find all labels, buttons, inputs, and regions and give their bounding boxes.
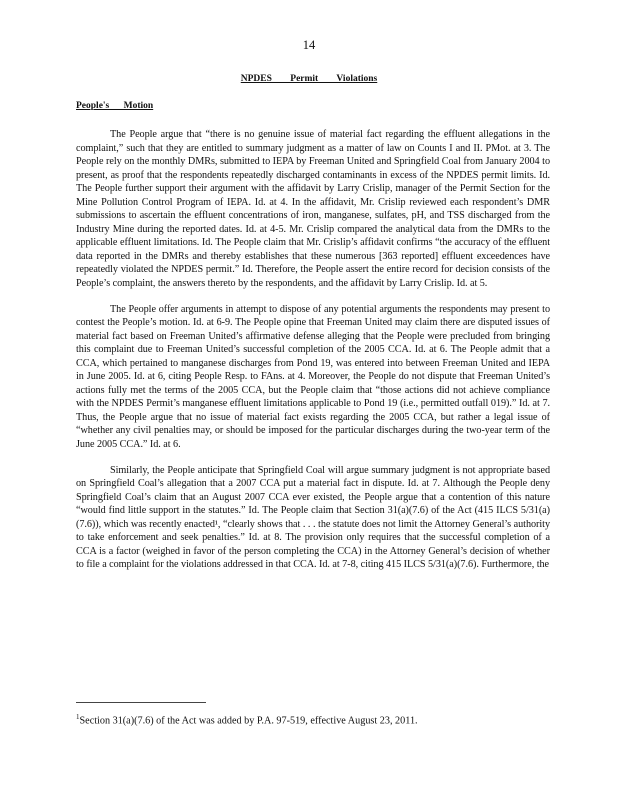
section-heading [0,74,618,84]
footnote-text: Section 31(a)(7.6) of the Act was added by P.A. 97-519, effective August 23, 2011. [79,715,418,727]
footnote [76,711,550,727]
paragraph-2: The People offer arguments in attempt to dispose of any potential arguments the respondents may present to contest the People’s motion. Id. at 6-9. The People opine that Freeman United may claim there are disputed issues of material fact based on Freeman United’s affirmative defense alleging that the People were precluded from bringing this complaint due to Freeman United’s successful completion of the 2005 CCA. Id. at 6. The People admit that a CCA, which pertained to manganese discharges from Pond 19, was entered into between Freeman United and IEPA in June 2005. Id. at 6, citing People Resp. to FAns. at 4. Moreover, the People do not dispute that Freeman United’s actions fully met the terms of the 2005 CCA, but the People claim that “those actions did not achieve compliance with the NPDES Permit’s manganese effluent limitations applicable to Pond 19 (i.e., permitted outfall 019).” Id. at 7. Thus, the People argue that no issue of material fact exists regarding the 2005 CCA, but rather a legal issue of “whether any civil penalties may, or should be imposed for the particular discharges during the two-year term of the June 2005 CCA.” Id. at 6. [76,303,550,451]
footnote-marker: 1 [76,713,80,721]
sub-heading-text: People's Motion [76,101,154,111]
page-number: 14 [302,38,316,52]
sub-heading [76,101,153,111]
paragraph-3: Similarly, the People anticipate that Springfield Coal will argue summary judgment is not appropriate based on Springfield Coal’s allegation that a 2007 CCA put a material fact in dispute. Id. at 7. Although the People deny Springfield Coal’s claim that an August 2007 CCA ever existed, the People argue that a contention of this nature “would find little support in the statutes.” Id. The People claim that Section 31(a)(7.6) of the Act (415 ILCS 5/31(a)(7.6)), which was recently enacted¹, “clearly shows that . . . the statute does not limit the Attorney General’s authority to take enforcement and seek penalties.” Id. at 8. The provision only requires that the successful completion of a CCA is a factor (weighed in favor of the person completing the CCA) in the Attorney General’s decision of whether to file a complaint for the violations addressed in that CCA. Id. at 7-8, citing 415 ILCS 5/31(a)(7.6). Furthermore, the [76,464,550,571]
paragraph-1: The People argue that “there is no genuine issue of material fact regarding the effluent allegations in the complaint,” such that they are entitled to summary judgment as a matter of law on Counts I and II. PMot. at 3. The People rely on the monthly DMRs, submitted to IEPA by Freeman United and Springfield Coal from January 2004 to present, as proof that the respondents repeatedly discharged contaminants in excess of the NPDES permit limits. Id. The People further support their argument with the affidavit by Larry Crislip, manager of the Permit Section for the Mine Pollution Control Program of IEPA. Id. at 4. In the affidavit, Mr. Crislip reviewed each respondent’s DMR submissions to ascertain the effluent concentrations of iron, manganese, sulfates, pH, and TSS discharged from the Industry Mine during the reported dates. Id. at 4-5. Mr. Crislip compared the analytical data from the DMRs to the applicable effluent limitations. Id. The People claim that Mr. Crislip’s affidavit confirms “the accuracy of the effluent data reported in the DMRs and thereby establishes that these numerous [363 reported] effluent exceedences have repeatedly violated the NPDES permit.” Id. Therefore, the People assert the entire record for decision consists of the People’s complaint, the answers thereto by the respondents, and the affidavit by Larry Crislip. Id. at 5. [76,129,550,290]
section-heading-text: NPDES Permit Violations [240,74,378,84]
body-text [76,128,550,584]
footnote-divider [76,702,206,703]
